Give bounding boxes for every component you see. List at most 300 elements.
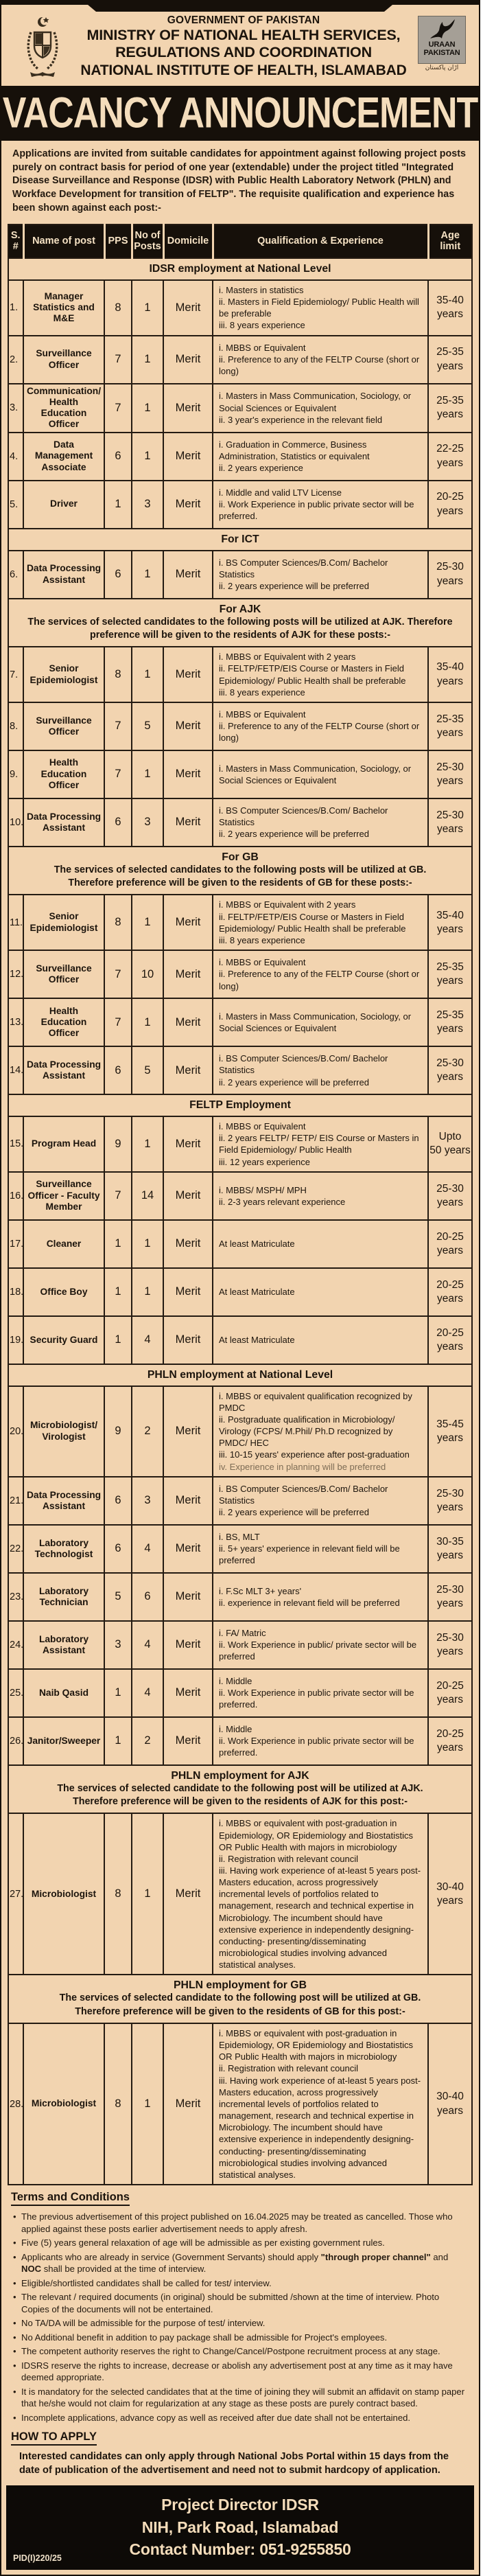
cell-serial: 2. [8,336,23,384]
qualification-line: ii. Work Experience in public/ private sector will be preferred [219,1640,417,1662]
cell-serial: 20. [8,1386,23,1477]
table-row [8,1573,472,1621]
cell-serial: 21. [8,1477,23,1525]
how-to-apply-heading: HOW TO APPLY [11,2430,97,2446]
qualification-line: i. Masters in Mass Communication, Sociology, or Social Sciences or Equivalent [219,1011,412,1034]
age-line-2: 50 years [429,1145,471,1157]
age-line-2: years [437,923,463,935]
section-cell [8,1975,472,2023]
pid-number: PID(I)220/25 [13,2553,62,2563]
cell-domicile: Merit [163,551,213,599]
table-row [8,1316,472,1364]
table-row [8,1717,472,1765]
cell-pps: 6 [104,551,132,599]
terms-list [11,2211,469,2424]
cell-post-name: Surveillance Officer [23,702,104,750]
cell-domicile: Merit [163,1386,213,1477]
age-line-2: years [437,675,463,687]
footer-line: Contact Number: 051-9255850 [129,2540,351,2558]
table-section-row [8,529,472,551]
cell-serial: 22. [8,1525,23,1573]
cell-qualification [213,551,428,599]
footer-line: Project Director IDSR [161,2496,319,2514]
uraan-pakistan-logo [413,13,471,71]
table-row [8,433,472,481]
cell-pps: 1 [104,481,132,529]
qualification-line: i. MBBS or Equivalent [219,342,306,353]
age-line-2: years [437,1244,463,1256]
qualification-line: i. MBBS or Equivalent with 2 years [219,652,356,663]
uraan-logo-line1: URAAN [428,41,456,49]
cell-age-limit [428,280,472,336]
cell-domicile: Merit [163,1477,213,1525]
cell-no-of-posts: 1 [132,998,163,1046]
cell-age-limit [428,1477,472,1525]
cell-domicile: Merit [163,998,213,1046]
cell-age-limit [428,1669,472,1717]
cell-pps: 6 [104,1525,132,1573]
qualification-line: i. FA/ Matric [219,1628,266,1639]
cell-no-of-posts: 6 [132,1573,163,1621]
age-line-1: Upto [438,1131,462,1143]
cell-age-limit [428,1386,472,1477]
cell-qualification [213,481,428,529]
age-line-2: years [437,1340,463,1353]
age-line-1: 20-25 [436,1326,464,1339]
header-titles [74,13,413,79]
age-line-2: years [437,823,463,835]
qualification-line: i. Masters in statistics [219,284,304,295]
age-line-1: 35-40 [436,661,464,674]
table-row [8,336,472,384]
qualification-line: i. MBBS or equivalent with post-graduation in Epidemiology, OR Epidemiology and Biostatistics OR Public Health with majors in microbiology [219,1818,414,1852]
cell-post-name: Microbiologist [23,2023,104,2185]
cell-post-name: Surveillance Officer - Faculty Member [23,1172,104,1220]
table-row [8,384,472,433]
cell-serial: 24. [8,1621,23,1669]
cell-no-of-posts: 1 [132,647,163,702]
col-header-serial: S. # [8,225,23,258]
cell-domicile: Merit [163,750,213,798]
cell-post-name: Surveillance Officer [23,336,104,384]
qualification-line: ii. 2 years FELTP/ FETP/ EIS Course or Masters in Field Epidemiology/ Public Health [219,1133,419,1155]
cell-pps: 8 [104,1813,132,1975]
age-line-2: years [437,1292,463,1304]
term-item: • The relevant / required documents (in original) should be submitted /shown at the time of interview. Photo Copies of the documents will not be entertained. [11,2291,469,2315]
age-line-1: 25-35 [436,346,464,358]
cell-qualification [213,1386,428,1477]
cell-qualification [213,1477,428,1525]
cell-serial: 10. [8,798,23,847]
cell-no-of-posts: 5 [132,702,163,750]
table-row [8,1813,472,1975]
cell-post-name: Laboratory Assistant [23,1621,104,1669]
cell-qualification [213,1220,428,1268]
age-line-2: years [437,409,463,421]
age-line-2: years [437,1501,463,1513]
col-header-post-name: Name of post [23,225,104,258]
cell-domicile: Merit [163,2023,213,2185]
cell-qualification [213,647,428,702]
col-header-qualification: Qualification & Experience [213,225,428,258]
cell-post-name: Manager Statistics and M&E [23,280,104,336]
table-row [8,551,472,599]
cell-pps: 1 [104,1669,132,1717]
qualification-line: i. MBBS/ MSPH/ MPH [219,1184,307,1195]
table-row [8,1669,472,1717]
qualification-line: ii. Preference to any of the FELTP Course (short or long) [219,721,420,744]
qualification-line: iii. 12 years experience [219,1156,310,1167]
qualification-line: i. BS, MLT [219,1532,260,1543]
table-row [8,647,472,702]
qualification-line: iii. 10-15 years' experience after post-graduation [219,1449,410,1460]
qualification-line: i. MBBS or equivalent with post-graduation in Epidemiology, OR Epidemiology and Biostatistics OR Public Health with majors in microbiology [219,2028,414,2062]
cell-no-of-posts: 14 [132,1172,163,1220]
age-line-1: 25-30 [436,809,464,821]
table-row [8,1116,472,1172]
cell-post-name: Data Processing Assistant [23,551,104,599]
age-line-1: 35-40 [436,909,464,921]
age-line-1: 35-45 [436,1418,464,1430]
pakistan-emblem-icon [11,13,74,80]
section-cell [8,847,472,895]
age-line-1: 25-35 [436,961,464,973]
qualification-line: i. Masters in Mass Communication, Sociology, or Social Sciences or Equivalent [219,763,412,785]
cell-domicile: Merit [163,1116,213,1172]
cell-pps: 8 [104,647,132,702]
cell-post-name: Health Education Officer [23,750,104,798]
section-note: Therefore preference will be given to the residents of AJK for this post:- [72,1796,408,1808]
section-title: PHLN employment for GB [174,1979,307,1992]
col-header-domicile: Domicile [163,225,213,258]
qualification-line: ii. Postgraduate qualification in Microbiology/ Virology (FCPS/ M.Phil/ Ph.D recognized by PMDC/ HEC [219,1414,395,1449]
section-title: PHLN employment at National Level [147,1368,333,1381]
cell-serial: 13. [8,998,23,1046]
cell-domicile: Merit [163,1172,213,1220]
table-row [8,1386,472,1477]
cell-qualification [213,1669,428,1717]
cell-age-limit [428,998,472,1046]
vacancy-table-body [8,258,472,2185]
table-row [8,998,472,1046]
cell-domicile: Merit [163,1621,213,1669]
cell-age-limit [428,1220,472,1268]
section-cell [8,258,472,280]
cell-domicile: Merit [163,895,213,950]
qualification-line: i. BS Computer Sciences/B.Com/ Bachelor Statistics [219,557,388,580]
cell-post-name: Data Processing Assistant [23,798,104,847]
cell-age-limit [428,1268,472,1316]
qualification-line: ii. FELTP/FETP/EIS Course or Masters in Field Epidemiology/ Public Health shall be preferable [219,911,406,934]
cell-serial: 25. [8,1669,23,1717]
cell-no-of-posts: 1 [132,1220,163,1268]
age-line-1: 20-25 [436,1727,464,1740]
cell-no-of-posts: 3 [132,798,163,847]
qualification-line: i. F.Sc MLT 3+ years' [219,1585,302,1596]
age-line-2: years [437,457,463,469]
cell-age-limit [428,1116,472,1172]
cell-serial: 16. [8,1172,23,1220]
cell-domicile: Merit [163,1268,213,1316]
qualification-line: At least Matriculate [219,1335,295,1346]
cell-no-of-posts: 3 [132,481,163,529]
cell-qualification [213,1525,428,1573]
cell-no-of-posts: 4 [132,1316,163,1364]
qualification-line: i. BS Computer Sciences/B.Com/ Bachelor Statistics [219,1053,388,1076]
cell-qualification [213,1573,428,1621]
cell-post-name: Senior Epidemiologist [23,895,104,950]
cell-no-of-posts: 4 [132,1669,163,1717]
age-line-2: years [437,1693,463,1705]
age-line-1: 20-25 [436,1679,464,1692]
qualification-line: i. MBBS or equivalent qualification recognized by PMDC [219,1390,412,1413]
cell-serial: 15. [8,1116,23,1172]
cell-post-name: Communication/ Health Education Officer [23,384,104,433]
cell-qualification [213,895,428,950]
cell-qualification [213,1813,428,1975]
col-header-no-of-posts: No of Posts [132,225,163,258]
cell-domicile: Merit [163,798,213,847]
cell-age-limit [428,2023,472,2185]
cell-post-name: Microbiologist [23,1813,104,1975]
cell-pps: 6 [104,433,132,481]
cell-post-name: Naib Qasid [23,1669,104,1717]
qualification-line: ii. 2 years experience will be preferred [219,829,369,840]
cell-serial: 1. [8,280,23,336]
qualification-line: i. MBBS or Equivalent [219,709,306,720]
cell-serial: 27. [8,1813,23,1975]
term-item: • It is mandatory for the selected candidates that at the time of joining they will submit an affidavit on stamp paper that he/she would not claim for regularization at any stage as these posts are purely contract based. [11,2386,469,2410]
table-row [8,280,472,336]
qualification-line: ii. 5+ years' experience in relevant field will be preferred [219,1543,400,1566]
section-cell [8,1765,472,1814]
cell-age-limit [428,433,472,481]
table-section-row [8,1094,472,1116]
how-to-apply-text: Interested candidates can only apply through National Jobs Portal within 15 days from the date of publication of the advertisement and need not to submit hardcopy of application. [19,2450,449,2476]
cell-pps: 1 [104,1268,132,1316]
term-item: • The competent authority reserves the right to Change/Cancel/Postpone recruitment process at any stage. [11,2345,469,2358]
cell-domicile: Merit [163,1316,213,1364]
age-line-1: 35-40 [436,295,464,307]
table-section-row [8,258,472,280]
qualification-line: i. MBBS or Equivalent [219,957,306,968]
header [1,5,479,83]
section-cell [8,1364,472,1386]
qualification-line: ii. 3 year's experience in the relevant field [219,414,383,425]
term-item: • Applicants who are already in service (Government Servants) should apply "through proper channel" and NOC shall be provided at the time of interview. [11,2251,469,2275]
section-title: For ICT [221,533,259,545]
qualification-line: i. Middle [219,1724,252,1735]
cell-age-limit [428,384,472,433]
cell-age-limit [428,895,472,950]
age-line-2: years [437,1597,463,1609]
cell-age-limit [428,647,472,702]
table-row [8,750,472,798]
cell-post-name: Surveillance Officer [23,950,104,998]
age-line-2: years [437,1196,463,1208]
cell-qualification [213,998,428,1046]
cell-post-name: Cleaner [23,1220,104,1268]
terms-heading: Terms and Conditions [11,2191,130,2206]
government-line: GOVERNMENT OF PAKISTAN [167,14,320,26]
table-row [8,1525,472,1573]
age-line-1: 25-30 [436,1182,464,1195]
cell-no-of-posts: 1 [132,384,163,433]
cell-domicile: Merit [163,647,213,702]
cell-qualification [213,702,428,750]
cell-domicile: Merit [163,1573,213,1621]
vacancy-banner-title: VACANCY ANNOUNCEMENT [2,89,478,138]
table-row [8,1046,472,1094]
cell-no-of-posts: 1 [132,1116,163,1172]
table-section-row [8,1975,472,2023]
cell-serial: 18. [8,1268,23,1316]
cell-no-of-posts: 3 [132,1477,163,1525]
qualification-line: At least Matriculate [219,1287,295,1298]
qualification-line: iii. 8 years experience [219,934,305,945]
uraan-logo-urdu-tagline: اڑان پاکستان [425,65,459,71]
cell-age-limit [428,1573,472,1621]
age-line-2: years [437,2104,463,2117]
cell-domicile: Merit [163,433,213,481]
cell-no-of-posts: 1 [132,336,163,384]
qualification-line: iii. Having work experience of at-least 5 years post-Masters education, across progressively incremental levels of portfolios related to management, research and technical expertise in Microbiology. The incumbent should have extensive experience in independently designing-conducting- presenting/disseminating microbiological studies involving advanced statistical analyses. [219,1865,421,1970]
cell-domicile: Merit [163,1717,213,1765]
cell-post-name: Data Management Associate [23,433,104,481]
cell-pps: 7 [104,950,132,998]
age-line-2: years [437,505,463,517]
cell-pps: 7 [104,336,132,384]
cell-qualification [213,1046,428,1094]
cell-domicile: Merit [163,336,213,384]
age-line-2: years [437,575,463,587]
cell-serial: 8. [8,702,23,750]
cell-pps: 6 [104,1477,132,1525]
qualification-line: i. Middle [219,1676,252,1687]
cell-age-limit [428,1525,472,1573]
cell-age-limit [428,1172,472,1220]
cell-domicile: Merit [163,950,213,998]
age-line-1: 25-35 [436,1009,464,1021]
cell-pps: 7 [104,998,132,1046]
cell-post-name: Senior Epidemiologist [23,647,104,702]
age-line-2: years [437,1071,463,1083]
cell-no-of-posts: 1 [132,2023,163,2185]
table-row [8,1220,472,1268]
table-section-row [8,1364,472,1386]
term-item: • The previous advertisement of this project published on 16.04.2025 may be treated as cancelled. Those who applied against these posts earlier advertisement needs to apply afresh. [11,2211,469,2235]
age-line-1: 25-35 [436,394,464,406]
cell-post-name: Laboratory Technologist [23,1525,104,1573]
cell-serial: 6. [8,551,23,599]
cell-pps: 8 [104,280,132,336]
age-line-1: 30-35 [436,1535,464,1548]
table-row [8,702,472,750]
term-item: • Five (5) years general relaxation of age will be admissible as per existing government rules. [11,2237,469,2249]
cell-post-name: Program Head [23,1116,104,1172]
cell-serial: 17. [8,1220,23,1268]
qualification-line: i. MBBS or Equivalent with 2 years [219,899,356,910]
cell-pps: 1 [104,1717,132,1765]
cell-no-of-posts: 1 [132,895,163,950]
cell-domicile: Merit [163,1220,213,1268]
table-row [8,798,472,847]
cell-post-name: Driver [23,481,104,529]
cell-qualification [213,1172,428,1220]
cell-age-limit [428,1717,472,1765]
age-line-1: 25-30 [436,1583,464,1596]
table-section-row [8,599,472,647]
age-line-1: 25-30 [436,561,464,573]
section-title: FELTP Employment [189,1099,291,1112]
cell-no-of-posts: 4 [132,1525,163,1573]
age-line-2: years [437,1741,463,1753]
footer-line: NIH, Park Road, Islamabad [141,2518,339,2536]
term-item: • No Additional benefit in addition to pay package shall be admissible for Project's employees. [11,2332,469,2344]
table-row [8,481,472,529]
cell-serial: 14. [8,1046,23,1094]
qualification-line: i. Graduation in Commerce, Business Administration, Statistics or equivalent [219,439,370,462]
cell-domicile: Merit [163,1525,213,1573]
cell-no-of-posts: 5 [132,1046,163,1094]
cell-pps: 8 [104,2023,132,2185]
cell-domicile: Merit [163,1046,213,1094]
cell-serial: 23. [8,1573,23,1621]
age-line-2: years [437,1431,463,1444]
cell-serial: 3. [8,384,23,433]
intro-paragraph: Applications are invited from suitable candidates for appointment against following project posts purely on contract basis for period of one year (extendable) under the project titled "Integrated Disease Surveillance and Response (IDSR) with Public Health Laboratory Network (PHLN) and Workface Development for transition of FELTP". The requisite qualification and experience has been shown against each post:- [12,148,466,214]
qualification-line: ii. experience in relevant field will be preferred [219,1597,400,1608]
table-row [8,2023,472,2185]
qualification-line: iii. 8 years experience [219,687,305,698]
cell-qualification [213,1268,428,1316]
cell-age-limit [428,750,472,798]
col-header-pps: PPS [104,225,132,258]
cell-qualification [213,1316,428,1364]
cell-age-limit [428,336,472,384]
ministry-line-1: MINISTRY OF NATIONAL HEALTH SERVICES, [86,27,401,43]
cell-pps: 6 [104,798,132,847]
cell-age-limit [428,551,472,599]
age-line-1: 25-30 [436,761,464,773]
cell-age-limit [428,1046,472,1094]
qualification-line: i. BS Computer Sciences/B.Com/ Bachelor Statistics [219,805,388,828]
qualification-line: i. Masters in Mass Communication, Sociology, or Social Sciences or Equivalent [219,391,412,413]
qualification-line: ii. 2 years experience [219,463,303,474]
qualification-line: ii. 2-3 years relevant experience [219,1196,346,1207]
vacancy-banner [1,86,479,141]
cell-qualification [213,336,428,384]
cell-serial: 11. [8,895,23,950]
qualification-line: ii. Masters in Field Epidemiology/ Public Health will be preferable [219,297,419,319]
cell-qualification [213,1116,428,1172]
cell-post-name: Data Processing Assistant [23,1477,104,1525]
qualification-line: iv. Experience in planning will be preferred [219,1461,386,1472]
cell-pps: 7 [104,384,132,433]
cell-pps: 5 [104,1573,132,1621]
qualification-line: ii. Preference to any of the FELTP Course (short or long) [219,969,420,991]
cell-no-of-posts: 1 [132,1268,163,1316]
age-line-2: years [437,360,463,372]
age-line-1: 25-35 [436,713,464,725]
cell-domicile: Merit [163,1813,213,1975]
section-note: The services of selected candidates to the following posts will be utilized at AJK. Therefore preference will be given to the residents of AJK for these posts:- [27,616,453,641]
qualification-line: ii. 2 years experience will be preferred [219,1077,369,1088]
uraan-logo-box [418,16,466,64]
section-cell [8,599,472,647]
vacancy-table [8,224,473,2185]
section-note: The services of selected candidates to the following posts will be utilized at GB. [54,864,427,875]
